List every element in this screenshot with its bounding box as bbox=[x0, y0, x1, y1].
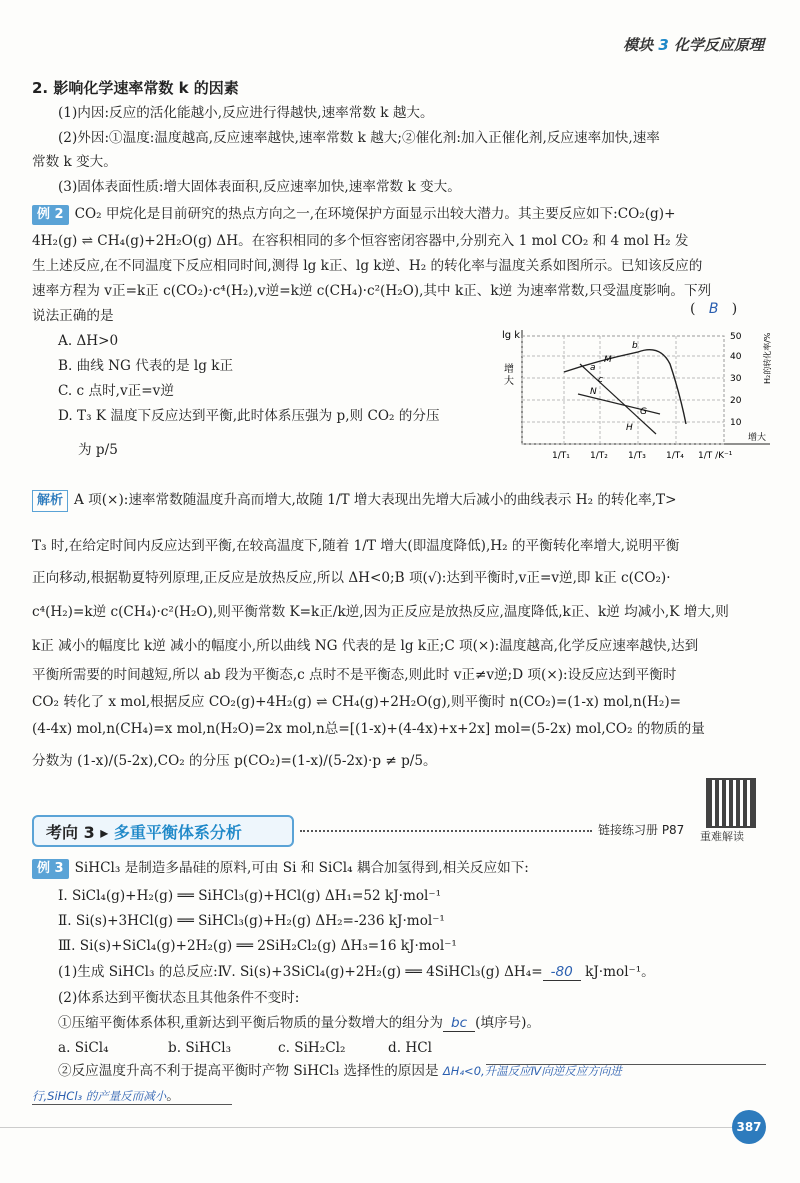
options-row: a. SiCl₄ b. SiHCl₃ c. SiH₂Cl₂ d. HCl bbox=[58, 1040, 432, 1056]
h2-conversion-curve bbox=[564, 350, 686, 424]
text-line: (1)内因:反应的活化能越小,反应进行得越快,速率常数 k 越大。 bbox=[58, 105, 434, 121]
svg-text:c: c bbox=[598, 375, 603, 385]
option-d: D. T₃ K 温度下反应达到平衡,此时体系压强为 p,则 CO₂ 的分压 bbox=[58, 408, 440, 424]
example-tag: 例 2 bbox=[32, 205, 69, 225]
answer-cont: 行,SiHCl₃ 的产量反而减小。 bbox=[32, 1088, 180, 1104]
svg-text:M: M bbox=[604, 355, 612, 365]
svg-text:1/T₂: 1/T₂ bbox=[590, 451, 608, 461]
svg-text:H: H bbox=[626, 423, 633, 433]
workbook-link[interactable]: 链接练习册 P87 bbox=[598, 823, 685, 837]
option-d-cont: 为 p/5 bbox=[78, 442, 118, 458]
question-2a: ①压缩平衡体系体积,重新达到平衡后物质的量分数增大的组分为 bc (填序号)。 bbox=[58, 1015, 541, 1031]
example-tag: 例 3 bbox=[32, 859, 69, 879]
answer-value: B bbox=[708, 301, 719, 317]
text-line: 正向移动,根据勒夏特列原理,正反应是放热反应,所以 ΔH<0;B 项(√):达到平衡时,v正=v逆,即 k正 c(CO₂)· bbox=[32, 570, 671, 586]
analysis-line: 解析 A 项(×):速率常数随温度升高而增大,故随 1/T 增大表现出先增大后减小的曲线表示 H₂ 的转化率,T> bbox=[32, 490, 772, 512]
page-header: 模块 3 化学反应原理 bbox=[623, 36, 764, 54]
option-c: C. c 点时,v正=v逆 bbox=[58, 383, 174, 399]
text-line: CO₂ 转化了 x mol,根据反应 CO₂(g)+4H₂(g) ⇌ CH₄(g)+2H₂O(g),则平衡时 n(CO₂)=(1-x) mol,n(H₂)= bbox=[32, 694, 682, 710]
svg-text:1/T₃: 1/T₃ bbox=[628, 451, 646, 461]
reaction-3: Ⅲ. Si(s)+SiCl₄(g)+2H₂(g) ══ 2SiH₂Cl₂(g) ΔH₃=16 kJ·mol⁻¹ bbox=[58, 938, 457, 954]
svg-text:30: 30 bbox=[730, 374, 742, 384]
svg-text:增: 增 bbox=[504, 364, 514, 375]
text-line: 生上述反应,在不同温度下反应相同时间,测得 lg k正、lg k逆、H₂ 的转化率与温度关系如图所示。已知该反应的 bbox=[32, 258, 703, 274]
y-label: lg k bbox=[502, 330, 521, 341]
reaction-1: Ⅰ. SiCl₄(g)+H₂(g) ══ SiHCl₃(g)+HCl(g) ΔH₁=52 kJ·mol⁻¹ bbox=[58, 888, 442, 904]
text-line: T₃ 时,在给定时间内反应达到平衡,在较高温度下,随着 1/T 增大(即温度降低),H₂ 的平衡转化率增大,说明平衡 bbox=[32, 538, 680, 554]
text-line: 平衡所需要的时间越短,所以 ab 段为平衡态,c 点时不是平衡态,则此时 v正≠v逆;D 项(×):设反应达到平衡时 bbox=[32, 667, 677, 683]
svg-text:b: b bbox=[632, 341, 638, 351]
svg-text:大: 大 bbox=[504, 376, 514, 387]
question-2b: ②反应温度升高不利于提高平衡时产物 SiHCl₃ 选择性的原因是 ΔH₄<0,升温反应Ⅳ向逆反应方向进 bbox=[58, 1063, 622, 1079]
section-title: 2. 影响化学速率常数 k 的因素 bbox=[32, 79, 239, 97]
example-2-line: 例 2 CO₂ 甲烷化是目前研究的热点方向之一,在环境保护方面显示出较大潜力。其主要反应如下:CO₂(g)+ bbox=[32, 204, 772, 225]
svg-text:1/T₁: 1/T₁ bbox=[552, 451, 570, 461]
svg-text:1/T /K⁻¹: 1/T /K⁻¹ bbox=[698, 451, 733, 461]
svg-text:1/T₄: 1/T₄ bbox=[666, 451, 684, 461]
page-number: 387 bbox=[732, 1110, 766, 1144]
svg-text:10: 10 bbox=[730, 418, 742, 428]
option-b: B. 曲线 NG 代表的是 lg k正 bbox=[58, 358, 234, 374]
analysis-tag: 解析 bbox=[32, 490, 68, 512]
text-line: c⁴(H₂)=k逆 c(CH₄)·c²(H₂O),则平衡常数 K=k正/k逆,因为正反应是放热反应,温度降低,k正、k逆 均减小,K 增大,则 bbox=[32, 604, 729, 620]
answer-value: bc bbox=[443, 1015, 475, 1032]
dotted-divider bbox=[300, 830, 592, 832]
qr-caption: 重难解读 bbox=[700, 830, 744, 843]
text-line: (4-4x) mol,n(CH₄)=x mol,n(H₂O)=2x mol,n总=[(1-x)+(4-4x)+x+2x] mol=(5-2x) mol,CO₂ 的物质的量 bbox=[32, 721, 705, 737]
grid-frame bbox=[522, 336, 724, 444]
text-line: 分数为 (1-x)/(5-2x),CO₂ 的分压 p(CO₂)=(1-x)/(5-2x)·p ≠ p/5。 bbox=[32, 753, 437, 769]
svg-text:20: 20 bbox=[730, 396, 742, 406]
svg-text:增大: 增大 bbox=[748, 433, 767, 443]
answer-value: -80 bbox=[543, 964, 581, 981]
answer-value: ΔH₄<0,升温反应Ⅳ向逆反应方向进 bbox=[442, 1064, 622, 1078]
svg-text:40: 40 bbox=[730, 352, 742, 362]
text-line: (2)外因:①温度:温度越高,反应速率越快,速率常数 k 越大;②催化剂:加入正催化剂,反应速率加快,速率 bbox=[58, 130, 660, 146]
line-mh bbox=[580, 364, 656, 434]
example-3-line: 例 3 SiHCl₃ 是制造多晶硅的原料,可由 Si 和 SiCl₄ 耦合加氢得到,相关反应如下: bbox=[32, 858, 772, 879]
question-2: (2)体系达到平衡状态且其他条件不变时: bbox=[58, 990, 300, 1006]
text-line: (3)固体表面性质:增大固体表面积,反应速率加快,速率常数 k 变大。 bbox=[58, 179, 461, 195]
text-line: 常数 k 变大。 bbox=[32, 154, 117, 170]
text-line: k正 减小的幅度比 k逆 减小的幅度小,所以曲线 NG 代表的是 lg k正;C 项(×):温度越高,化学反应速率越快,达到 bbox=[32, 638, 699, 654]
qr-code[interactable] bbox=[706, 778, 756, 828]
text-line: 速率方程为 v正=k正 c(CO₂)·c⁴(H₂),v逆=k逆 c(CH₄)·c²(H₂O),其中 k正、k逆 为速率常数,只受温度影响。下列 bbox=[32, 283, 712, 299]
rate-constant-chart bbox=[500, 324, 780, 464]
svg-text:N: N bbox=[590, 387, 597, 397]
answer-box: ( B ) bbox=[690, 301, 738, 317]
text-line: 说法正确的是 bbox=[32, 308, 114, 324]
question-1: (1)生成 SiHCl₃ 的总反应:Ⅳ. Si(s)+3SiCl₄(g)+2H₂(g) ══ 4SiHCl₃(g) ΔH₄= -80 kJ·mol⁻¹。 bbox=[58, 964, 655, 980]
reaction-2: Ⅱ. Si(s)+3HCl(g) ══ SiHCl₃(g)+H₂(g) ΔH₂=-236 kJ·mol⁻¹ bbox=[58, 913, 445, 929]
section-banner: 考向 3 ▸ 多重平衡体系分析 bbox=[32, 815, 294, 847]
svg-text:G: G bbox=[640, 407, 647, 417]
text-line: 4H₂(g) ⇌ CH₄(g)+2H₂O(g) ΔH。在容积相同的多个恒容密闭容器中,分别充入 1 mol CO₂ 和 4 mol H₂ 发 bbox=[32, 233, 689, 249]
svg-text:50: 50 bbox=[730, 332, 742, 342]
line-ng bbox=[578, 394, 660, 414]
svg-text:H₂的转化率/%: H₂的转化率/% bbox=[763, 332, 772, 384]
svg-text:a: a bbox=[590, 363, 596, 373]
option-a: A. ΔH>0 bbox=[58, 333, 119, 349]
